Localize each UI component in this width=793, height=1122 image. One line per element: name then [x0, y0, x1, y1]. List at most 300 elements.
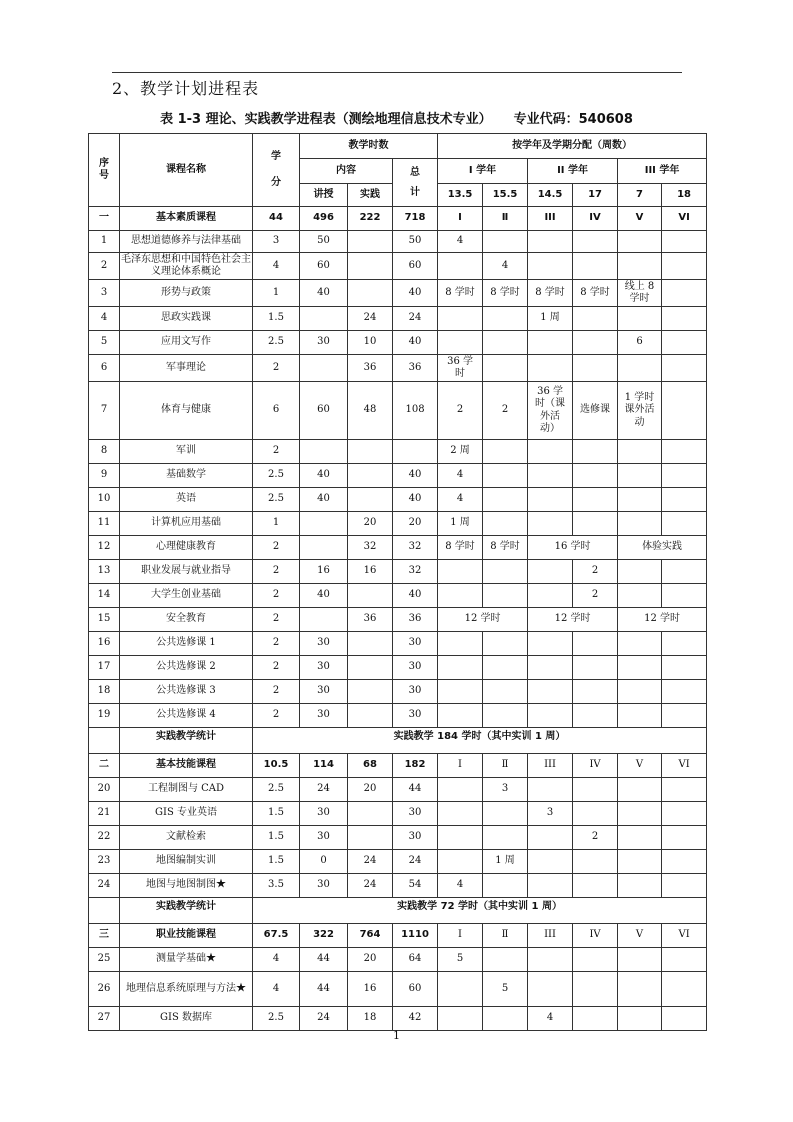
course-row	[89, 253, 707, 280]
course-lecture	[300, 536, 348, 560]
course-term-1: 4	[438, 231, 483, 253]
course-seq: 2	[89, 253, 120, 280]
course-practice	[348, 826, 393, 850]
course-term-5: 线上 8 学时	[618, 280, 662, 307]
course-term-3: 3	[528, 802, 573, 826]
header-content: 内容	[300, 159, 393, 184]
course-name: GIS 专业英语	[120, 802, 253, 826]
course-seq: 23	[89, 850, 120, 874]
course-row	[89, 464, 707, 488]
course-term-3	[528, 584, 573, 608]
course-seq: 17	[89, 656, 120, 680]
header-term-weeks-1: 13.5	[438, 184, 483, 207]
course-credit: 1	[253, 280, 300, 307]
course-name: 公共选修课 2	[120, 656, 253, 680]
stat-seq-empty	[89, 898, 120, 924]
course-term-5	[618, 802, 662, 826]
course-term-2	[483, 802, 528, 826]
course-credit: 2.5	[253, 464, 300, 488]
course-credit: 1.5	[253, 307, 300, 331]
course-term-1: 8 学时	[438, 536, 483, 560]
course-credit: 1.5	[253, 802, 300, 826]
practice-stat-row	[89, 898, 707, 924]
course-term-3	[528, 231, 573, 253]
course-row	[89, 1007, 707, 1031]
course-row	[89, 560, 707, 584]
header-term-weeks-3: 14.5	[528, 184, 573, 207]
course-row	[89, 656, 707, 680]
course-seq: 7	[89, 382, 120, 440]
course-credit: 2.5	[253, 1007, 300, 1031]
course-term-3	[528, 704, 573, 728]
course-lecture: 24	[300, 1007, 348, 1031]
course-seq: 16	[89, 632, 120, 656]
group-lecture: 114	[300, 754, 348, 778]
course-term-6	[662, 826, 707, 850]
course-total: 32	[393, 536, 438, 560]
practice-stat-label: 实践教学统计	[120, 728, 253, 754]
course-practice	[348, 632, 393, 656]
course-practice	[348, 253, 393, 280]
course-row	[89, 488, 707, 512]
course-name: 安全教育	[120, 608, 253, 632]
header-distribution: 按学年及学期分配（周数）	[438, 134, 707, 159]
course-term-5: 6	[618, 331, 662, 355]
course-term-2	[483, 231, 528, 253]
course-term-6	[662, 280, 707, 307]
course-credit: 4	[253, 948, 300, 972]
course-name: 英语	[120, 488, 253, 512]
course-term-5	[618, 488, 662, 512]
group-index: 二	[89, 754, 120, 778]
course-name: 应用文写作	[120, 331, 253, 355]
course-term-6	[662, 948, 707, 972]
course-term-3	[528, 972, 573, 1007]
course-term-4: 2	[573, 560, 618, 584]
course-term-3	[528, 778, 573, 802]
course-term-1	[438, 802, 483, 826]
course-term-2	[483, 680, 528, 704]
course-practice	[348, 280, 393, 307]
course-term-1: 4	[438, 874, 483, 898]
course-term-2	[483, 632, 528, 656]
course-term-4	[573, 948, 618, 972]
course-name: 大学生创业基础	[120, 584, 253, 608]
course-total: 30	[393, 826, 438, 850]
group-total: 182	[393, 754, 438, 778]
course-term-1	[438, 1007, 483, 1031]
course-term-2	[483, 355, 528, 382]
course-credit: 2.5	[253, 331, 300, 355]
course-row	[89, 440, 707, 464]
course-credit: 3	[253, 231, 300, 253]
course-term-4	[573, 464, 618, 488]
course-name: 思想道德修养与法律基础	[120, 231, 253, 253]
course-term-5	[618, 307, 662, 331]
course-term-4	[573, 253, 618, 280]
course-total: 40	[393, 280, 438, 307]
course-total: 40	[393, 488, 438, 512]
header-lecture: 讲授	[300, 184, 348, 207]
course-term-6	[662, 488, 707, 512]
course-practice: 36	[348, 608, 393, 632]
group-name: 职业技能课程	[120, 924, 253, 948]
course-lecture: 40	[300, 584, 348, 608]
course-seq: 14	[89, 584, 120, 608]
course-term-3	[528, 826, 573, 850]
course-name: 军事理论	[120, 355, 253, 382]
practice-stat-value: 实践教学 184 学时（其中实训 1 周）	[253, 728, 707, 754]
course-term-1: 1 周	[438, 512, 483, 536]
course-row	[89, 948, 707, 972]
course-term-5	[618, 253, 662, 280]
course-name: 公共选修课 1	[120, 632, 253, 656]
course-lecture: 50	[300, 231, 348, 253]
course-lecture: 30	[300, 656, 348, 680]
course-term-4	[573, 231, 618, 253]
course-name: 地图编制实训	[120, 850, 253, 874]
course-term-5	[618, 355, 662, 382]
course-row	[89, 972, 707, 1007]
course-row	[89, 512, 707, 536]
course-name: 地理信息系统原理与方法★	[120, 972, 253, 1007]
course-term-3	[528, 331, 573, 355]
course-term-3: 8 学时	[528, 280, 573, 307]
course-seq: 6	[89, 355, 120, 382]
course-row	[89, 382, 707, 440]
header-seq: 序号	[89, 134, 120, 207]
group-credit: 44	[253, 207, 300, 231]
course-lecture: 30	[300, 874, 348, 898]
course-name: 工程制图与 CAD	[120, 778, 253, 802]
course-term-1	[438, 826, 483, 850]
course-term-4	[573, 307, 618, 331]
course-practice: 24	[348, 850, 393, 874]
course-term-5	[618, 704, 662, 728]
group-term-4: IV	[573, 924, 618, 948]
course-practice: 36	[348, 355, 393, 382]
course-practice: 32	[348, 536, 393, 560]
course-lecture: 44	[300, 972, 348, 1007]
course-term-6	[662, 874, 707, 898]
course-term-6	[662, 632, 707, 656]
course-term-4	[573, 331, 618, 355]
course-term-6	[662, 440, 707, 464]
group-index: 一	[89, 207, 120, 231]
practice-stat-value: 实践教学 72 学时（其中实训 1 周）	[253, 898, 707, 924]
course-total: 54	[393, 874, 438, 898]
course-term-2	[483, 440, 528, 464]
page-number: 1	[393, 1029, 400, 1042]
course-name: 思政实践课	[120, 307, 253, 331]
practice-stat-label: 实践教学统计	[120, 898, 253, 924]
table-title	[0, 108, 793, 127]
course-seq: 10	[89, 488, 120, 512]
course-credit: 3.5	[253, 874, 300, 898]
course-lecture: 44	[300, 948, 348, 972]
group-term-1: Ⅰ	[438, 924, 483, 948]
teaching-plan-table	[88, 133, 707, 1031]
course-seq: 27	[89, 1007, 120, 1031]
course-term-4	[573, 972, 618, 1007]
group-term-5: V	[618, 207, 662, 231]
course-term-3	[528, 656, 573, 680]
course-term-3	[528, 440, 573, 464]
course-term-1	[438, 560, 483, 584]
course-row	[89, 802, 707, 826]
course-term-2	[483, 464, 528, 488]
course-term-6	[662, 1007, 707, 1031]
course-term-5	[618, 464, 662, 488]
course-term-6	[662, 850, 707, 874]
course-term-4	[573, 512, 618, 536]
course-term-3	[528, 632, 573, 656]
course-term-2	[483, 874, 528, 898]
course-term-1: 4	[438, 464, 483, 488]
group-term-6: VI	[662, 754, 707, 778]
group-term-5: V	[618, 754, 662, 778]
group-name: 基本素质课程	[120, 207, 253, 231]
course-credit: 2	[253, 656, 300, 680]
header-credit-text: 学分	[271, 151, 281, 188]
course-term-3	[528, 253, 573, 280]
course-credit: 2	[253, 536, 300, 560]
course-practice: 20	[348, 512, 393, 536]
course-term-2	[483, 826, 528, 850]
course-practice	[348, 440, 393, 464]
course-lecture: 30	[300, 632, 348, 656]
course-row	[89, 280, 707, 307]
header-term-weeks-4: 17	[573, 184, 618, 207]
course-seq: 1	[89, 231, 120, 253]
course-name: 军训	[120, 440, 253, 464]
course-total: 24	[393, 850, 438, 874]
group-term-5: V	[618, 924, 662, 948]
course-term-5	[618, 850, 662, 874]
course-total: 50	[393, 231, 438, 253]
course-practice	[348, 802, 393, 826]
course-name: 地图与地图制图★	[120, 874, 253, 898]
course-name: 计算机应用基础	[120, 512, 253, 536]
course-term-5	[618, 440, 662, 464]
course-practice	[348, 231, 393, 253]
course-term-5	[618, 874, 662, 898]
course-term-1: 36 学时	[438, 355, 483, 382]
course-lecture	[300, 608, 348, 632]
course-credit: 2	[253, 704, 300, 728]
course-term-1	[438, 253, 483, 280]
header-year-2: II 学年	[528, 159, 618, 184]
course-lecture: 30	[300, 680, 348, 704]
course-lecture	[300, 512, 348, 536]
course-term-4	[573, 802, 618, 826]
course-term-1	[438, 331, 483, 355]
course-term-6	[662, 464, 707, 488]
course-term-4	[573, 778, 618, 802]
course-credit: 1.5	[253, 826, 300, 850]
course-term-2	[483, 560, 528, 584]
section-heading: 2、教学计划进程表	[112, 79, 260, 98]
course-term-1: 2	[438, 382, 483, 440]
course-term-5	[618, 948, 662, 972]
course-practice: 18	[348, 1007, 393, 1031]
course-term-3	[528, 512, 573, 536]
course-term-1: 2 周	[438, 440, 483, 464]
course-seq: 3	[89, 280, 120, 307]
group-term-1: Ⅰ	[438, 754, 483, 778]
course-total: 40	[393, 584, 438, 608]
course-name: 毛泽东思想和中国特色社会主义理论体系概论	[120, 253, 253, 280]
course-term-4	[573, 680, 618, 704]
course-seq: 4	[89, 307, 120, 331]
course-term-4	[573, 488, 618, 512]
course-term-6	[662, 307, 707, 331]
course-practice: 10	[348, 331, 393, 355]
course-row	[89, 704, 707, 728]
course-term-5	[618, 778, 662, 802]
course-term-4: 体验实践	[618, 536, 707, 560]
course-term-4	[573, 874, 618, 898]
group-total: 1110	[393, 924, 438, 948]
course-seq: 11	[89, 512, 120, 536]
group-practice: 222	[348, 207, 393, 231]
group-term-6: VI	[662, 924, 707, 948]
course-seq: 5	[89, 331, 120, 355]
course-term-5	[618, 1007, 662, 1031]
group-row	[89, 207, 707, 231]
header-term-weeks-2: 15.5	[483, 184, 528, 207]
course-term-2: 8 学时	[483, 280, 528, 307]
group-lecture: 322	[300, 924, 348, 948]
course-term-6	[662, 584, 707, 608]
course-term-2	[483, 331, 528, 355]
course-seq: 21	[89, 802, 120, 826]
group-term-2: Ⅱ	[483, 924, 528, 948]
course-practice: 16	[348, 560, 393, 584]
course-term-1: 5	[438, 948, 483, 972]
header-course-name: 课程名称	[120, 134, 253, 207]
course-lecture: 0	[300, 850, 348, 874]
course-term-6	[662, 656, 707, 680]
course-total: 36	[393, 355, 438, 382]
course-lecture: 60	[300, 382, 348, 440]
course-term-1	[438, 778, 483, 802]
course-name: 公共选修课 3	[120, 680, 253, 704]
group-practice: 764	[348, 924, 393, 948]
group-term-4: IV	[573, 207, 618, 231]
course-credit: 6	[253, 382, 300, 440]
group-lecture: 496	[300, 207, 348, 231]
course-credit: 2	[253, 632, 300, 656]
group-credit: 10.5	[253, 754, 300, 778]
course-name: 基础数学	[120, 464, 253, 488]
course-term-3: 36 学时（课外活动）	[528, 382, 573, 440]
course-practice	[348, 464, 393, 488]
course-term-5	[618, 584, 662, 608]
course-lecture: 40	[300, 280, 348, 307]
course-term-6	[662, 382, 707, 440]
course-total: 42	[393, 1007, 438, 1031]
course-term-1: 4	[438, 488, 483, 512]
course-practice: 24	[348, 874, 393, 898]
course-total: 40	[393, 464, 438, 488]
course-total: 44	[393, 778, 438, 802]
course-credit: 2	[253, 355, 300, 382]
course-term-4: 选修课	[573, 382, 618, 440]
course-term-2: 4	[483, 253, 528, 280]
course-term-4	[573, 656, 618, 680]
group-name: 基本技能课程	[120, 754, 253, 778]
header-total-text: 总计	[410, 166, 421, 198]
group-row	[89, 754, 707, 778]
course-total: 60	[393, 253, 438, 280]
course-lecture: 40	[300, 488, 348, 512]
header-year-3: III 学年	[618, 159, 707, 184]
course-practice: 16	[348, 972, 393, 1007]
course-term-1: 12 学时	[438, 608, 528, 632]
course-lecture: 24	[300, 778, 348, 802]
course-term-2	[483, 307, 528, 331]
course-term-3: 12 学时	[618, 608, 707, 632]
group-term-2: Ⅱ	[483, 207, 528, 231]
course-term-6	[662, 331, 707, 355]
course-term-2	[483, 704, 528, 728]
course-total: 30	[393, 704, 438, 728]
course-lecture: 60	[300, 253, 348, 280]
course-term-5	[618, 512, 662, 536]
course-term-3	[528, 464, 573, 488]
course-term-5: 1 学时课外活动	[618, 382, 662, 440]
course-total: 30	[393, 656, 438, 680]
course-term-6	[662, 512, 707, 536]
course-lecture	[300, 307, 348, 331]
course-practice	[348, 704, 393, 728]
course-term-6	[662, 778, 707, 802]
group-index: 三	[89, 924, 120, 948]
course-term-6	[662, 704, 707, 728]
course-term-6	[662, 560, 707, 584]
course-lecture: 16	[300, 560, 348, 584]
course-seq: 25	[89, 948, 120, 972]
course-seq: 26	[89, 972, 120, 1007]
course-row	[89, 826, 707, 850]
course-term-3	[528, 850, 573, 874]
course-term-2: 5	[483, 972, 528, 1007]
course-row	[89, 307, 707, 331]
course-name: GIS 数据库	[120, 1007, 253, 1031]
course-seq: 19	[89, 704, 120, 728]
group-total: 718	[393, 207, 438, 231]
course-credit: 1.5	[253, 850, 300, 874]
course-practice	[348, 488, 393, 512]
course-credit: 1	[253, 512, 300, 536]
course-term-4	[573, 440, 618, 464]
course-row	[89, 632, 707, 656]
course-total	[393, 440, 438, 464]
course-row	[89, 778, 707, 802]
course-term-4	[573, 355, 618, 382]
course-term-3	[528, 874, 573, 898]
course-term-3	[528, 948, 573, 972]
course-credit: 2.5	[253, 488, 300, 512]
course-lecture: 30	[300, 704, 348, 728]
course-total: 64	[393, 948, 438, 972]
course-term-2	[483, 948, 528, 972]
course-term-6	[662, 680, 707, 704]
course-total: 30	[393, 680, 438, 704]
course-credit: 2	[253, 560, 300, 584]
practice-stat-row	[89, 728, 707, 754]
